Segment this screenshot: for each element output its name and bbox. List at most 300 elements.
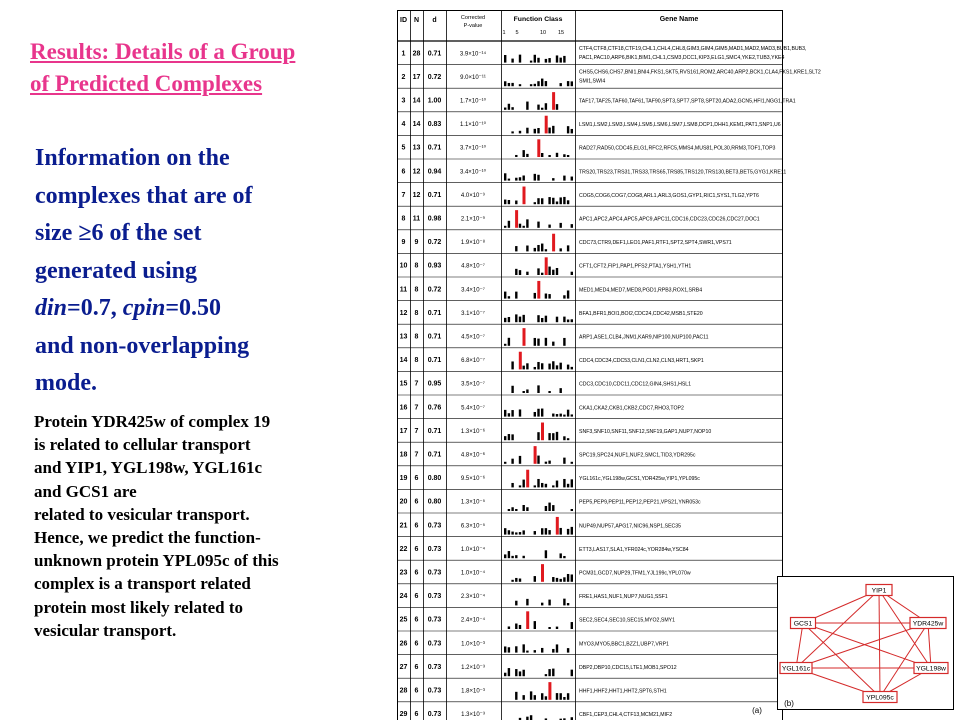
row-pvalue: 1.1×10⁻¹⁰: [459, 122, 487, 129]
function-class-bar: [556, 268, 558, 275]
function-class-bar: [515, 555, 517, 558]
function-class-bar: [515, 155, 517, 157]
function-class-bar: [504, 673, 506, 676]
row-d: 0.72: [427, 73, 442, 81]
function-class-bar: [556, 578, 558, 582]
function-class-bar: [534, 202, 536, 204]
row-pvalue: 1.2×10⁻³: [461, 664, 485, 671]
function-class-bar: [526, 128, 528, 134]
row-id: 14: [399, 357, 408, 365]
row-gene-names: TRS20,TRS23,TRS31,TRS33,TRS65,TRS85,TRS120,TRS130,BET3,BET5,GYG1,KRE11: [579, 169, 787, 176]
function-class-bar: [526, 599, 528, 606]
row-gene-names: ETT3,LAS17,SLA1,YFR024c,YOR284w,YSC84: [579, 546, 689, 553]
row-gene-names: SEC2,SEC4,SEC10,SEC15,MYO2,SMY1: [579, 617, 676, 624]
note-line: is related to cellular transport: [34, 435, 251, 455]
slide-title: [30, 36, 400, 100]
row-id: 6: [401, 168, 406, 176]
note-paragraph: [34, 410, 384, 642]
function-class-bar: [541, 198, 543, 204]
row-gene-names: CDC73,CTR9,DEF1,LEO1,PAF1,RTF1,SPT2,SPT4,SWR1,VPS71: [579, 240, 732, 247]
function-class-bar: [511, 361, 513, 369]
row-d: 0.80: [427, 498, 442, 506]
row-gene-names: RAD27,RAD50,CDC45,ELG1,RFC2,RFC5,MMS4,MUS81,POL30,RRM3,TOF1,TOP3: [579, 145, 776, 152]
function-class-bar: [534, 485, 536, 487]
function-class-bar: [519, 671, 521, 676]
function-class-bar: [571, 319, 573, 322]
function-class-bar: [534, 650, 536, 652]
row-gene-names: SNF3,SNF10,SNF11,SNF12,SNF19,GAP1,NUP7,NOP10: [579, 428, 712, 435]
row-n: 8: [414, 262, 419, 270]
info-line-3: size ≥6 of the set: [35, 220, 202, 246]
row-id: 13: [399, 333, 408, 341]
header-gene-name: Gene Name: [659, 16, 699, 23]
cpin-value: =0.50: [165, 295, 222, 321]
row-id: 18: [399, 451, 408, 459]
graph-frame: [778, 577, 954, 710]
complex-19-network-graph: [777, 576, 954, 710]
row-n: 7: [414, 380, 419, 388]
function-class-bar: [515, 646, 517, 652]
slide-title-line-1: Results: Details of a Group: [30, 39, 296, 64]
function-class-bar: [515, 509, 517, 511]
function-class-bar: [552, 433, 554, 440]
function-class-bar: [534, 84, 536, 86]
complex-table-figure: [397, 8, 821, 719]
function-class-bar-highlight: [552, 92, 555, 110]
din-label: din: [35, 295, 68, 321]
function-class-bar: [537, 198, 539, 204]
row-gene-names: MYO3,MYO5,BBC1,BZZ1,UBP7,VRP1: [579, 641, 669, 648]
row-gene-names: APC1,APC2,APC4,APC5,APC9,APC11,CDC16,CDC23,CDC26,CDC27,DOC1: [579, 216, 760, 223]
row-n: 9: [414, 239, 419, 247]
row-d: 0.71: [427, 50, 442, 58]
function-class-bar-highlight: [556, 517, 559, 535]
cpin-label: cpin: [122, 295, 166, 321]
function-class-bar: [511, 131, 513, 133]
function-class-bar: [560, 58, 562, 63]
function-class-bar: [545, 696, 547, 700]
function-class-bar: [541, 363, 543, 369]
function-class-bar: [537, 268, 539, 275]
function-class-bar: [519, 579, 521, 582]
function-class-bar: [508, 647, 510, 652]
function-class-bar: [523, 480, 525, 488]
figure-label-a: (a): [752, 706, 762, 715]
row-n: 8: [414, 286, 419, 294]
function-class-bar: [519, 485, 521, 487]
function-class-bar: [526, 507, 528, 511]
function-class-bar: [526, 272, 528, 275]
function-class-bar: [560, 83, 562, 86]
function-class-bar: [511, 459, 513, 464]
function-class-bar: [526, 246, 528, 252]
row-id: 11: [399, 286, 408, 294]
row-n: 7: [414, 427, 419, 435]
function-class-bar-highlight: [523, 328, 526, 346]
row-gene-names: ARP1,ASE1,CLB4,JNM1,KAR9,NIP100,NUP100,PAC11: [579, 334, 709, 341]
function-class-bar: [515, 269, 517, 275]
row-id: 9: [401, 239, 406, 247]
row-d: 0.71: [427, 144, 442, 152]
row-pvalue: 1.3×10⁻³: [461, 712, 485, 719]
note-line: and YIP1, YGL198w, YGL161c: [34, 458, 263, 478]
function-class-bar: [567, 603, 569, 605]
function-class-bar: [504, 81, 506, 86]
row-n: 14: [412, 121, 421, 129]
function-class-bar: [567, 484, 569, 488]
row-id: 20: [399, 498, 408, 506]
function-class-bar: [519, 409, 521, 416]
function-class-bar: [508, 668, 510, 676]
function-class-bar: [515, 601, 517, 606]
function-class-bar: [560, 363, 562, 370]
function-class-bar: [534, 129, 536, 134]
row-pvalue: 5.4×10⁻⁷: [461, 405, 485, 412]
function-class-bar: [519, 177, 521, 180]
function-class-bar-highlight: [541, 564, 544, 582]
function-class-bar: [552, 669, 554, 677]
function-class-bar: [515, 201, 517, 205]
function-class-bar: [563, 577, 565, 581]
row-n: 28: [412, 50, 421, 58]
row-id: 3: [401, 97, 406, 105]
row-pvalue: 4.8×10⁻⁶: [460, 452, 486, 459]
row-d: 0.72: [427, 239, 442, 247]
function-class-bar: [548, 530, 550, 535]
row-n: 6: [414, 522, 419, 530]
function-class-bar: [571, 574, 573, 581]
function-class-bar-highlight: [545, 257, 548, 275]
row-pvalue: 4.0×10⁻⁹: [460, 192, 486, 199]
function-class-bar: [552, 505, 554, 511]
function-class-bar: [556, 365, 558, 369]
function-class-bar: [537, 105, 539, 110]
note-line: Protein YDR425w of complex 19: [34, 412, 271, 431]
row-pvalue: 2.1×10⁻⁹: [460, 216, 486, 223]
function-class-bar: [548, 669, 550, 676]
function-class-bar: [563, 479, 565, 487]
row-n: 6: [414, 569, 419, 577]
row-id: 27: [399, 663, 408, 671]
function-class-bar: [519, 532, 521, 535]
function-class-bar: [519, 625, 521, 629]
row-id: 22: [399, 545, 408, 553]
function-class-bar: [571, 479, 573, 487]
function-class-bar: [515, 692, 517, 700]
function-class-bar: [523, 226, 525, 228]
function-class-bar: [537, 175, 539, 181]
note-line: protein most likely related to: [34, 597, 244, 617]
function-class-tick: 1: [502, 30, 506, 36]
row-gene-names: TAF17,TAF25,TAF60,TAF61,TAF90,SPT3,SPT7,SPT8,SPT20,ADA2,GCN5,HFI1,NGG1,TRA1: [579, 98, 796, 105]
function-class-bar: [567, 290, 569, 298]
function-class-bar: [563, 197, 565, 204]
row-d: 0.71: [427, 309, 442, 317]
function-class-bar: [571, 527, 573, 535]
graph-node-label: YGL198w: [916, 665, 946, 673]
function-class-bar: [530, 691, 532, 699]
function-class-bar: [560, 223, 562, 228]
function-class-bar: [504, 55, 506, 63]
row-gene-names: COG5,COG6,COG7,COG8,ARL1,ARL3,GOS1,GYP1,RIC1,SYS1,TLG2,YPT6: [579, 192, 759, 199]
function-class-bar: [526, 219, 528, 227]
function-class-bar: [508, 317, 510, 322]
function-class-bar: [534, 531, 536, 535]
function-class-bar: [548, 600, 550, 606]
function-class-bar: [530, 84, 532, 86]
row-n: 6: [414, 663, 419, 671]
function-class-bar: [548, 503, 550, 511]
function-class-bar: [541, 153, 543, 157]
row-d: 0.80: [427, 475, 442, 483]
row-id: 4: [401, 121, 406, 129]
note-line: complex is a transport related: [34, 574, 251, 594]
function-class-bar: [545, 506, 547, 511]
row-id: 24: [399, 593, 408, 601]
function-class-bar: [552, 485, 554, 487]
row-gene-names: SPC19,SPC24,NUF1,NUF2,SMC1,TID3,YDR295c: [579, 452, 696, 459]
row-gene-names-line-2: SMI1,SWI4: [579, 78, 606, 85]
note-line: unknown protein YPL095c of this: [34, 551, 279, 571]
function-class-bar: [504, 462, 506, 464]
row-id: 28: [399, 687, 408, 695]
function-class-bar: [519, 456, 521, 464]
row-d: 0.71: [427, 191, 442, 199]
function-class-bar: [523, 315, 525, 322]
function-class-bar: [504, 436, 506, 440]
graph-node-label: YPL095c: [866, 694, 894, 702]
function-class-bar: [504, 554, 506, 558]
row-pvalue: 6.8×10⁻⁷: [461, 358, 485, 365]
row-d: 0.73: [427, 593, 442, 601]
function-class-bar: [519, 317, 521, 323]
function-class-bar: [548, 58, 550, 63]
row-id: 15: [399, 380, 408, 388]
function-class-bar: [526, 154, 528, 157]
function-class-bar: [523, 670, 525, 676]
row-pvalue: 1.0×10⁻⁴: [460, 570, 486, 577]
function-class-bar: [567, 365, 569, 370]
row-gene-names: CDC4,CDC34,CDC53,CLN1,CLN2,CLN3,HRT1,SKP1: [579, 358, 704, 365]
function-class-bar: [541, 409, 543, 417]
function-class-bar: [537, 245, 539, 251]
function-class-bar: [537, 339, 539, 346]
row-id: 2: [401, 73, 406, 81]
function-class-bar: [552, 414, 554, 417]
function-class-bar-highlight: [545, 116, 548, 134]
row-n: 6: [414, 498, 419, 506]
row-n: 8: [414, 357, 419, 365]
function-class-bar: [534, 338, 536, 346]
function-class-bar: [563, 415, 565, 417]
function-class-bar: [552, 342, 554, 346]
row-gene-names: CKA1,CKA2,CKB1,CKB2,CDC7,RHO3,TOP2: [579, 405, 684, 412]
function-class-bar: [560, 553, 562, 558]
row-gene-names: CHS5,CHS6,CHS7,BNI1,BNI4,FKS1,SKT5,RVS161,ROM2,ARC40,ARP2,BCK1,CLA4,FKS1,KRE1,SLT2: [579, 69, 821, 76]
row-id: 8: [401, 215, 406, 223]
function-class-bar: [548, 433, 550, 440]
function-class-bar: [552, 649, 554, 653]
row-pvalue: 1.3×10⁻⁶: [460, 428, 486, 435]
function-class-bar: [537, 81, 539, 86]
function-class-bar: [552, 198, 554, 204]
slide-title-line-2: of Predicted Complexes: [30, 71, 263, 96]
function-class-bar-highlight: [515, 210, 518, 228]
function-class-bar-highlight: [552, 234, 555, 252]
function-class-bar: [563, 436, 565, 440]
function-class-bar: [567, 648, 569, 652]
function-class-bar: [537, 362, 539, 369]
function-class-bar: [508, 509, 510, 511]
graph-node-label: YIP1: [871, 587, 887, 595]
function-class-bar: [508, 296, 510, 298]
row-id: 29: [399, 711, 408, 719]
header-pvalue-1: Corrected: [460, 15, 486, 21]
function-class-bar: [552, 270, 554, 275]
function-class-bar: [545, 462, 547, 464]
function-class-bar: [541, 79, 543, 87]
function-class-bar: [504, 226, 506, 228]
row-n: 6: [414, 616, 419, 624]
function-class-bar: [508, 338, 510, 346]
function-class-bar: [567, 81, 569, 86]
row-id: 17: [399, 427, 408, 435]
row-id: 7: [401, 191, 406, 199]
info-paragraph: [35, 140, 380, 403]
function-class-bar-highlight: [537, 139, 540, 157]
din-value: =0.7,: [67, 295, 123, 321]
row-d: 0.73: [427, 663, 442, 671]
function-class-tick: 15: [557, 30, 565, 36]
function-class-bar: [504, 410, 506, 417]
row-d: 0.73: [427, 687, 442, 695]
row-n: 17: [412, 73, 421, 81]
row-n: 8: [414, 333, 419, 341]
function-class-bar: [508, 200, 510, 204]
function-class-bar: [515, 292, 517, 299]
row-pvalue: 9.0×10⁻¹¹: [460, 74, 486, 81]
row-d: 0.94: [427, 168, 442, 176]
function-class-bar: [548, 364, 550, 370]
function-class-bar: [508, 413, 510, 416]
function-class-bar-highlight: [526, 470, 529, 488]
row-pvalue: 3.5×10⁻⁷: [461, 381, 485, 388]
row-pvalue: 1.0×10⁻⁴: [460, 546, 486, 553]
function-class-bar: [571, 509, 573, 511]
function-class-bar: [563, 154, 565, 157]
function-class-bar: [504, 318, 506, 322]
row-n: 6: [414, 687, 419, 695]
info-line-2: complexes that are of: [35, 182, 253, 209]
function-class-bar: [519, 55, 521, 63]
row-n: 8: [414, 309, 419, 317]
function-class-bar: [556, 153, 558, 157]
row-n: 6: [414, 711, 419, 719]
row-n: 6: [414, 475, 419, 483]
function-class-bar: [526, 717, 528, 720]
function-class-bar: [545, 528, 547, 534]
row-id: 25: [399, 616, 408, 624]
function-class-bar-highlight: [534, 446, 537, 464]
note-line: vesicular transport.: [34, 620, 177, 640]
row-n: 13: [412, 144, 421, 152]
function-class-bar: [552, 126, 554, 134]
header-d: d: [432, 17, 437, 24]
function-class-bar: [523, 695, 525, 700]
row-pvalue: 4.5×10⁻⁷: [461, 334, 485, 341]
row-pvalue: 1.7×10⁻¹⁰: [459, 98, 487, 105]
info-line-5: [35, 290, 380, 328]
function-class-bar: [526, 363, 528, 369]
graph-node-label: GCS1: [793, 620, 813, 628]
function-class-bar: [571, 462, 573, 464]
header-id: ID: [400, 17, 407, 24]
function-class-bar: [508, 530, 510, 534]
function-class-bar: [519, 270, 521, 275]
function-class-bar: [511, 507, 513, 511]
row-d: 0.73: [427, 569, 442, 577]
function-class-bar: [556, 481, 558, 488]
function-class-bar: [545, 338, 547, 346]
function-class-bar: [545, 316, 547, 323]
function-class-bar: [560, 693, 562, 700]
function-class-bar: [552, 361, 554, 369]
function-class-bar: [571, 414, 573, 416]
function-class-bar: [526, 102, 528, 110]
function-class-bar: [556, 104, 558, 110]
row-n: 12: [412, 191, 421, 199]
row-n: 7: [414, 404, 419, 412]
row-gene-names: BFA1,BFR1,BOI1,BOI2,CDC24,CDC42,MSB1,STE20: [579, 310, 703, 317]
function-class-bar: [537, 479, 539, 487]
function-class-bar: [511, 386, 513, 393]
function-class-bar-highlight: [519, 352, 522, 370]
row-gene-names: LSM1,LSM2,LSM3,LSM4,LSM5,LSM6,LSM7,LSM8,DCP1,DHH1,KEM1,PAT1,SNP1,U6: [579, 122, 781, 129]
row-id: 16: [399, 404, 408, 412]
function-class-bar-highlight: [523, 187, 526, 205]
function-class-bar: [534, 412, 536, 417]
function-class-bar: [504, 344, 506, 346]
graph-node-label: YGL161c: [781, 665, 811, 673]
function-class-bar: [545, 59, 547, 63]
function-class-bar: [571, 670, 573, 677]
function-class-bar: [552, 178, 554, 180]
row-n: 14: [412, 97, 421, 105]
function-class-bar: [541, 244, 543, 252]
function-class-bar: [515, 314, 517, 322]
function-class-bar: [534, 695, 536, 700]
row-d: 0.98: [427, 215, 442, 223]
function-class-bar: [556, 317, 558, 323]
function-class-bar: [504, 173, 506, 180]
function-class-bar: [537, 58, 539, 63]
function-class-bar: [511, 580, 513, 582]
function-class-bar: [567, 574, 569, 582]
function-class-bar: [560, 197, 562, 204]
function-class-bar: [563, 56, 565, 63]
function-class-bar: [537, 409, 539, 417]
row-gene-names: PEP5,PEP9,PEP11,PEP12,PEP21,VPS21,YNR053c: [579, 499, 701, 506]
function-class-bar: [534, 293, 536, 299]
row-gene-names: HHF1,HHF2,HHT1,HHT2,SPT6,STH1: [579, 688, 667, 695]
row-gene-names: CFT1,CFT2,FIP1,PAP1,PFS2,PTA1,YSH1,YTH1: [579, 263, 692, 270]
row-gene-names: PCM31,GCD7,NUP29,TFM1,YJL199c,YPL070w: [579, 570, 691, 577]
row-pvalue: 3.4×10⁻⁷: [461, 287, 485, 294]
function-class-bar: [567, 245, 569, 251]
row-pvalue: 1.3×10⁻⁵: [460, 499, 486, 506]
row-pvalue: 2.3×10⁻⁴: [460, 594, 486, 601]
function-class-bar: [545, 484, 547, 488]
